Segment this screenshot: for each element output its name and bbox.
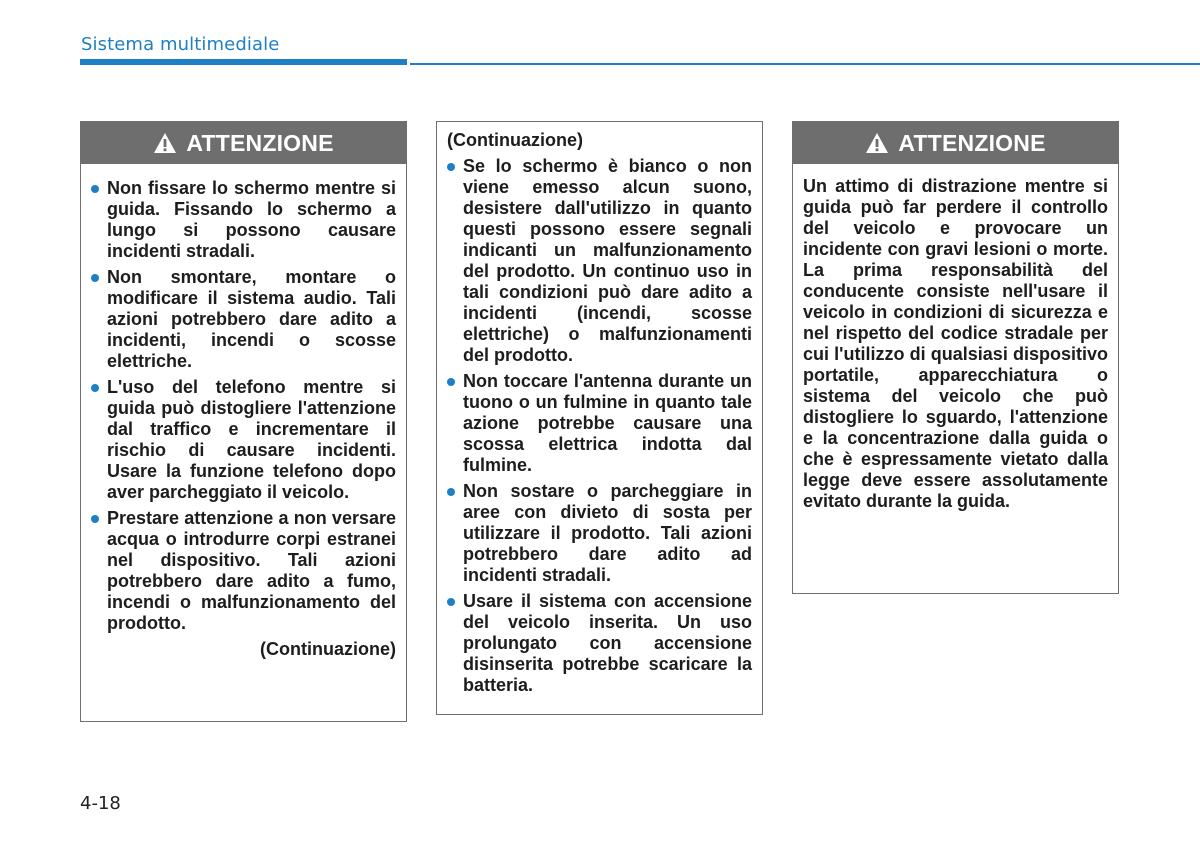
warning-list <box>91 178 396 634</box>
list-item <box>447 591 752 696</box>
list-item-text: Non fissare lo schermo mentre si guida. Fissando lo schermo a lungo si possono causare incidenti stradali. <box>107 178 396 261</box>
warning-triangle-icon <box>153 132 177 154</box>
list-item-text: Non toccare l'antenna durante un tuono o un fulmine in quanto tale azione potrebbe causare una scossa elettrica indotta dal fulmine. <box>463 371 752 475</box>
list-item <box>447 481 752 586</box>
list-item-text: Usare il sistema con accensione del veicolo inserita. Un uso prolungato con accensione disinserita potrebbe scaricare la batteria. <box>463 591 752 695</box>
warning-box-header <box>793 122 1118 164</box>
warning-body <box>81 164 406 660</box>
list-item <box>91 178 396 262</box>
list-item-text: Se lo schermo è bianco o non viene emesso alcun suono, desistere dall'utilizzo in quanto questi possono essere segnali indicanti un malfunzionamento del prodotto. Un continuo uso in tali condizioni può dare adito a incidenti (incendi, scosse elettriche) o malfunzionamenti del prodotto. <box>463 156 752 365</box>
warning-triangle-icon <box>865 132 889 154</box>
bullet-icon <box>91 274 99 282</box>
bullet-icon <box>447 163 455 171</box>
bullet-icon <box>91 185 99 193</box>
list-item <box>91 508 396 634</box>
bullet-icon <box>447 378 455 386</box>
warning-title: ATTENZIONE <box>186 129 334 156</box>
list-item <box>447 156 752 366</box>
warning-box-left <box>80 121 407 722</box>
warning-box-right <box>792 121 1119 594</box>
warning-box-header <box>81 122 406 164</box>
warning-body <box>437 122 762 696</box>
warning-list <box>447 156 752 696</box>
list-item-text: Non sostare o parcheggiare in aree con divieto di sosta per utilizzare il prodotto. Tali azioni potrebbero dare adito ad incidenti stradali. <box>463 481 752 585</box>
continued-label: (Continuazione) <box>260 639 396 659</box>
warning-body-text: Un attimo di distrazione mentre si guida può far perdere il controllo del veicolo e provocare un incidente con gravi lesioni o morte. La prima responsabilità del conducente consiste nell'usare il veicolo in condizioni di sicurezza e nel rispetto del codice stradale per cui l'utilizzo di qualsiasi dispositivo portatile, apparecchiatura o sistema del veicolo che può distogliere lo sguardo, l'attenzione e la concentrazione dalla guida o che è espressamente vietato dalla legge deve essere assolutamente evitato durante la guida. <box>803 176 1108 511</box>
header-rule-thin <box>410 63 1200 65</box>
list-item-text: Prestare attenzione a non versare acqua o introdurre corpi estranei nel dispositivo. Tali azioni potrebbero dare adito a fumo, incendi o malfunzionamento del prodotto. <box>107 508 396 633</box>
list-item <box>91 377 396 503</box>
bullet-icon <box>447 598 455 606</box>
bullet-icon <box>91 515 99 523</box>
continued-label: (Continuazione) <box>447 130 583 150</box>
warning-title: ATTENZIONE <box>898 129 1046 156</box>
list-item <box>447 371 752 476</box>
bullet-icon <box>447 488 455 496</box>
list-item-text: Non smontare, montare o modificare il sistema audio. Tali azioni potrebbero dare adito a incidenti, incendi o scosse elettriche. <box>107 267 396 371</box>
header-rule-thick <box>80 59 407 65</box>
list-item <box>91 267 396 372</box>
warning-box-middle <box>436 121 763 715</box>
section-title: Sistema multimediale <box>81 34 280 55</box>
page-number: 4-18 <box>80 793 121 814</box>
list-item-text: L'uso del telefono mentre si guida può distogliere l'attenzione dal traffico e incrementare il rischio di causare incidenti. Usare la funzione telefono dopo aver parcheggiato il veicolo. <box>107 377 396 502</box>
bullet-icon <box>91 384 99 392</box>
